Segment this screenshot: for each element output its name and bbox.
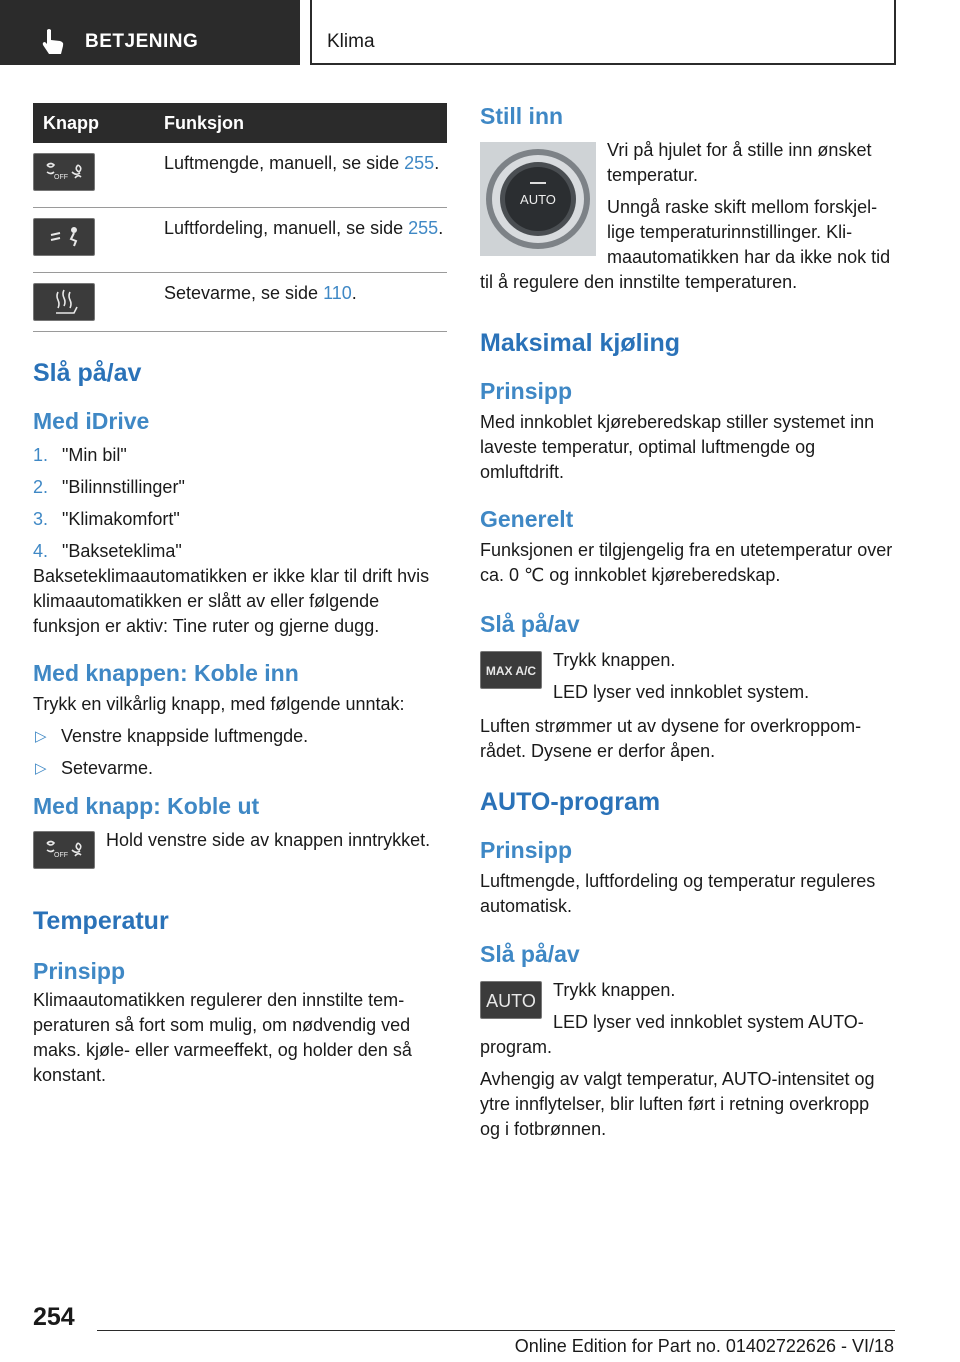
auto-led: LED lyser ved innkoblet system AUTO-program. bbox=[480, 1012, 864, 1057]
list-item: 3. "Klimakomfort" bbox=[33, 508, 180, 529]
temperature-knob-image bbox=[480, 142, 596, 256]
adjust-text-1: Vri på hjulet for å stille inn ønsket temperatur. bbox=[607, 140, 872, 185]
temperature-text: Klimaautomatikken regulerer den innstilte temperaturen så fort som mulig, om nødvendig ved maks. kjøle- eller varmeeffekt, og holder den så konstant. bbox=[33, 989, 412, 1085]
heading-couple-in: Med knappen: Koble inn bbox=[33, 659, 299, 686]
max-cooling-press: Trykk knappen. bbox=[553, 650, 676, 670]
page-number: 254 bbox=[33, 1303, 75, 1331]
svg-text:MAX A/C: MAX A/C bbox=[485, 664, 537, 678]
heading-on-off: Slå på/av bbox=[480, 941, 580, 967]
chapter-tab bbox=[310, 0, 896, 65]
auto-depend: Avhengig av valgt temperatur, AUTO-intensitet og ytre innflytelser, blir luften ført i retning overkropp og i fotbrønnen. bbox=[480, 1069, 875, 1139]
fan-off-button-icon bbox=[33, 153, 95, 191]
heading-auto-program: AUTO-program bbox=[480, 788, 661, 816]
section-tab bbox=[0, 0, 300, 65]
table-cell-function: Setevarme, se side 110. bbox=[164, 272, 447, 331]
list-item: 1. "Min bil" bbox=[33, 444, 127, 465]
max-cooling-led: LED lyser ved innkoblet system. bbox=[553, 682, 810, 702]
max-cooling-air: Luften strømmer ut av dysene for overkroppområdet. Dysene er derfor åpen. bbox=[480, 716, 862, 761]
table-cell-function: Luftfordeling, manuell, se side 255. bbox=[164, 207, 447, 272]
heading-adjust: Still inn bbox=[480, 103, 564, 129]
table-row bbox=[33, 143, 447, 207]
max-ac-button-icon bbox=[480, 651, 542, 689]
footer-divider bbox=[97, 1330, 895, 1331]
table-header-button: Knapp bbox=[33, 103, 164, 143]
table-header-function: Funksjon bbox=[164, 103, 447, 143]
list-item: ▷ Setevarme. bbox=[35, 757, 154, 778]
max-cooling-general: Funksjonen er tilgjengelig fra en utetemperatur over ca. 0 ℃ og innkoblet kjøreberedskap. bbox=[480, 540, 893, 585]
list-item: ▷ Venstre knappside luftmengde. bbox=[35, 725, 309, 746]
svg-text:AUTO: AUTO bbox=[486, 991, 536, 1011]
pointing-hand-icon bbox=[40, 28, 66, 56]
page-link[interactable]: 255 bbox=[404, 153, 435, 173]
auto-button-icon bbox=[480, 981, 542, 1019]
list-item: 2. "Bilinnstillinger" bbox=[33, 476, 185, 497]
list-item: 4. "Bakseteklima" bbox=[33, 540, 182, 561]
heading-principle: Prinsipp bbox=[480, 378, 573, 404]
fan-off-button-icon bbox=[33, 831, 95, 869]
couple-in-text: Trykk en vilkårlig knapp, med følgende unntak: bbox=[33, 693, 405, 714]
button-function-table bbox=[33, 103, 447, 332]
auto-principle: Luftmengde, luftfordeling og temperatur reguleres automatisk. bbox=[480, 871, 876, 916]
heading-principle: Prinsipp bbox=[33, 957, 126, 984]
auto-press: Trykk knappen. bbox=[553, 980, 676, 1000]
chapter-title: Klima bbox=[327, 31, 375, 52]
heading-general: Generelt bbox=[480, 506, 574, 532]
heading-with-idrive: Med iDrive bbox=[33, 407, 150, 434]
air-distribution-button-icon bbox=[33, 218, 95, 256]
edition-note: Online Edition for Part no. 01402722626 - VI/18 bbox=[514, 1336, 894, 1356]
left-column bbox=[33, 103, 447, 1088]
heading-principle: Prinsipp bbox=[480, 837, 573, 863]
knob-auto-label: AUTO bbox=[520, 192, 556, 207]
couple-out-text: Hold venstre side av knappen inntrykket. bbox=[106, 829, 431, 850]
page-link[interactable]: 110 bbox=[323, 282, 352, 303]
svg-text:OFF: OFF bbox=[54, 851, 68, 859]
section-title: BETJENING bbox=[85, 31, 199, 52]
max-cooling-principle: Med innkoblet kjøreberedskap stiller systemet inn laveste temperatur, optimal luftmengde og omluftdrift. bbox=[480, 412, 875, 482]
heading-on-off: Slå på/av bbox=[480, 611, 580, 637]
heading-max-cooling: Maksimal kjøling bbox=[480, 329, 681, 357]
seat-heating-button-icon bbox=[33, 283, 95, 321]
table-row bbox=[33, 207, 447, 272]
right-column bbox=[480, 103, 894, 1142]
idrive-note: Bakseteklimaautomatikken er ikke klar til drift hvis klimaautomatikken er slått av eller følgende funksjon er aktiv: Tine ruter og gjerne dugg. bbox=[33, 565, 430, 636]
heading-on-off: Slå på/av bbox=[33, 358, 142, 387]
heading-temperature: Temperatur bbox=[33, 906, 169, 935]
page-link[interactable]: 255 bbox=[408, 217, 439, 238]
adjust-text-2: Unngå raske skift mellom forskjellige temperaturinnstillinger. Klimaautomatikken har da ikke nok tid til å regulere den innstilte temperaturen. bbox=[480, 197, 891, 292]
table-row bbox=[33, 272, 447, 331]
exception-list bbox=[33, 724, 447, 781]
idrive-steps bbox=[33, 443, 447, 564]
table-cell-function: Luftmengde, manuell, se side 255. bbox=[164, 143, 447, 207]
svg-text:OFF: OFF bbox=[54, 174, 68, 181]
heading-couple-out: Med knapp: Koble ut bbox=[33, 792, 260, 819]
